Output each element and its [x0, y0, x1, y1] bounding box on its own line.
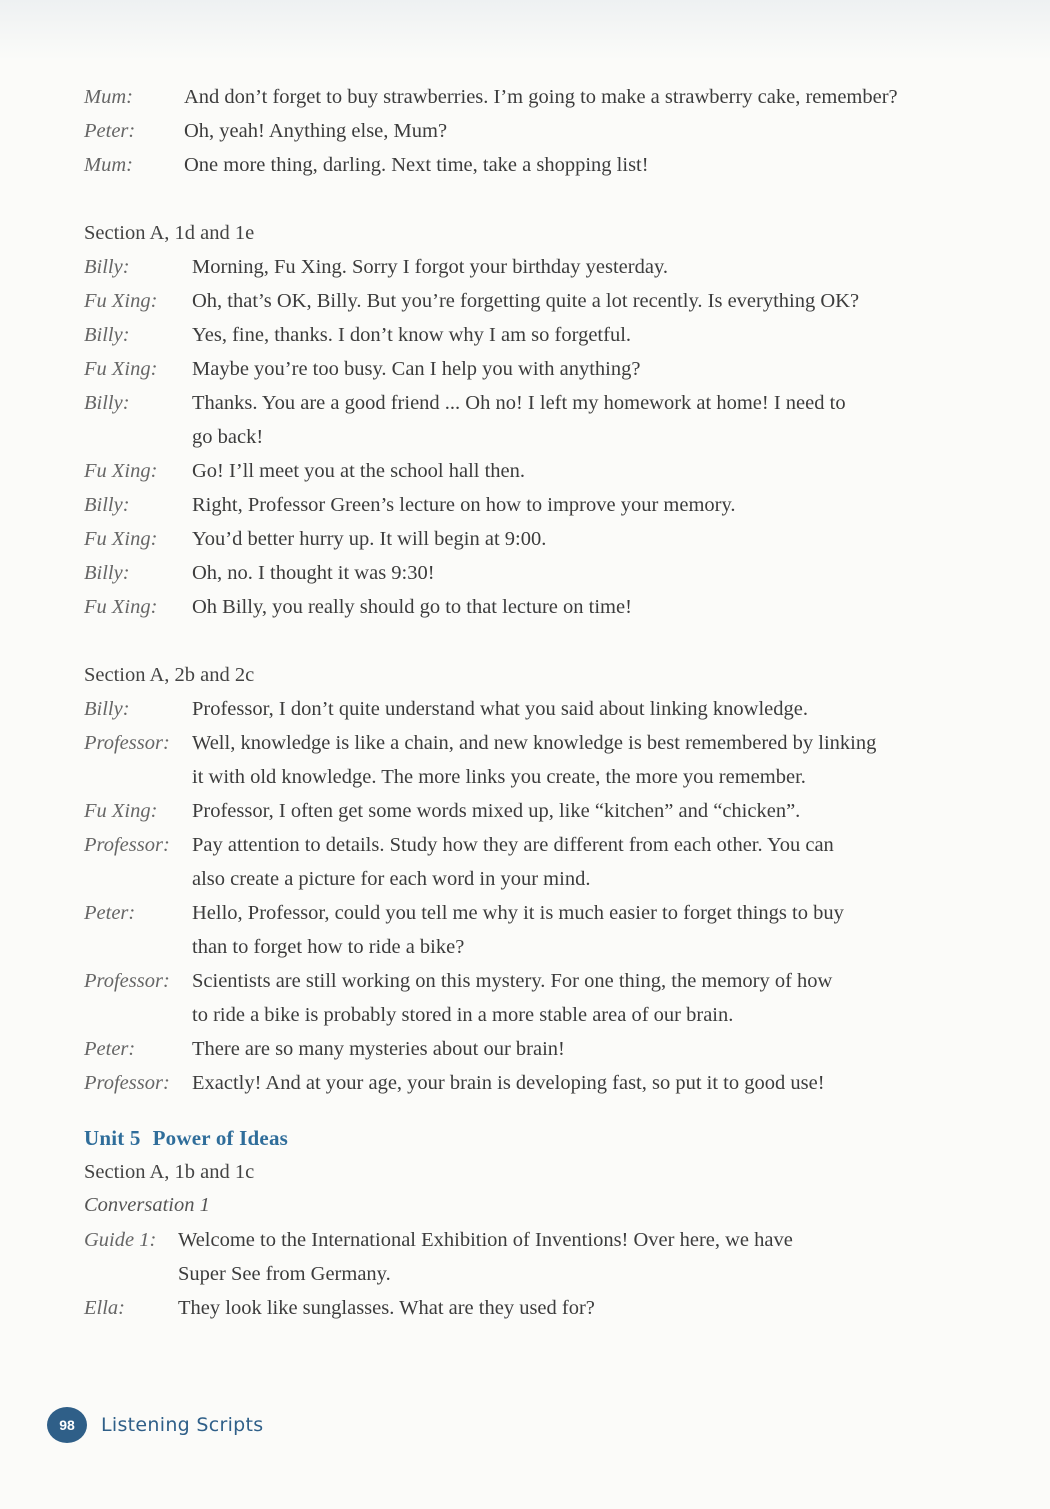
dialogue-text: Right, Professor Green’s lecture on how to improve your memory.	[192, 494, 736, 516]
speaker-name: Mum:	[84, 86, 133, 108]
dialogue-text: Oh, yeah! Anything else, Mum?	[184, 120, 448, 142]
page-number-badge: 98	[47, 1407, 87, 1443]
dialogue-line	[84, 522, 964, 556]
dialogue-line	[84, 420, 964, 454]
dialogue-line	[84, 318, 964, 352]
speaker-name: Billy:	[84, 494, 130, 516]
speaker-name: Fu Xing:	[84, 800, 158, 822]
section-heading: Section A, 1b and 1c	[84, 1161, 255, 1183]
dialogue-line	[84, 386, 964, 420]
dialogue-text: to ride a bike is probably stored in a more stable area of our brain.	[192, 1004, 734, 1026]
dialogue-line	[84, 1223, 964, 1257]
speaker-name: Guide 1:	[84, 1229, 157, 1251]
speaker-name: Fu Xing:	[84, 596, 158, 618]
dialogue-text: Go! I’ll meet you at the school hall then.	[192, 460, 526, 482]
dialogue-text: Scientists are still working on this mystery. For one thing, the memory of how	[192, 970, 833, 992]
dialogue-line	[84, 692, 964, 726]
dialogue-line	[84, 964, 964, 998]
unit-title	[84, 1122, 964, 1156]
dialogue-line	[84, 590, 964, 624]
speaker-name: Ella:	[84, 1297, 125, 1319]
dialogue-text: Welcome to the International Exhibition of Inventions! Over here, we have	[178, 1229, 793, 1251]
dialogue-line	[84, 1291, 964, 1325]
speaker-name: Professor:	[84, 732, 170, 754]
speaker-name: Peter:	[84, 902, 136, 924]
dialogue-line	[84, 250, 964, 284]
speaker-name: Billy:	[84, 324, 130, 346]
dialogue-text: Thanks. You are a good friend ... Oh no! I left my homework at home! I need to	[192, 392, 846, 414]
speaker-name: Fu Xing:	[84, 358, 158, 380]
dialogue-line	[84, 114, 964, 148]
spacer	[84, 624, 964, 659]
mum-dialogue	[84, 80, 964, 182]
dialogue-text: You’d better hurry up. It will begin at 9:00.	[192, 528, 547, 550]
speaker-name: Professor:	[84, 1072, 170, 1094]
dialogue-text: Oh Billy, you really should go to that lecture on time!	[192, 596, 632, 618]
dialogue-line	[84, 726, 964, 760]
dialogue-line	[84, 556, 964, 590]
dialogue-line	[84, 828, 964, 862]
dialogue-text: Super See from Germany.	[178, 1263, 391, 1285]
dialogue-line	[84, 1257, 964, 1291]
dialogue-line	[84, 760, 964, 794]
dialogue-line	[84, 1066, 964, 1100]
speaker-name: Billy:	[84, 562, 130, 584]
dialogue-line	[84, 488, 964, 522]
dialogue-line	[84, 896, 964, 930]
speaker-name: Fu Xing:	[84, 290, 158, 312]
dialogue-line	[84, 80, 964, 114]
dialogue-line	[84, 284, 964, 318]
unit-number: Unit 5	[84, 1126, 141, 1150]
dialogue-text: go back!	[192, 426, 264, 448]
dialogue-text: Oh, no. I thought it was 9:30!	[192, 562, 435, 584]
speaker-name: Billy:	[84, 392, 130, 414]
dialogue-text: Well, knowledge is like a chain, and new knowledge is best remembered by linking	[192, 732, 877, 754]
dialogue-text: Oh, that’s OK, Billy. But you’re forgetting quite a lot recently. Is everything OK?	[192, 290, 860, 312]
dialogue-line	[84, 930, 964, 964]
section-2-dialogue	[84, 692, 964, 1100]
dialogue-line	[84, 352, 964, 386]
dialogue-line	[84, 1032, 964, 1066]
speaker-name: Fu Xing:	[84, 528, 158, 550]
dialogue-text: There are so many mysteries about our brain!	[192, 1038, 565, 1060]
section-1-dialogue	[84, 250, 964, 624]
speaker-name: Professor:	[84, 970, 170, 992]
speaker-name: Peter:	[84, 120, 136, 142]
unit-dialogue	[84, 1223, 964, 1325]
unit-name: Power of Ideas	[152, 1126, 289, 1150]
dialogue-text: also create a picture for each word in your mind.	[192, 868, 591, 890]
spacer	[84, 182, 964, 217]
dialogue-line	[84, 998, 964, 1032]
dialogue-text: Professor, I don’t quite understand what you said about linking knowledge.	[192, 698, 808, 720]
conversation-label: Conversation 1	[84, 1194, 210, 1216]
dialogue-text: Exactly! And at your age, your brain is developing fast, so put it to good use!	[192, 1072, 825, 1094]
dialogue-text: Maybe you’re too busy. Can I help you with anything?	[192, 358, 641, 380]
dialogue-line	[84, 454, 964, 488]
dialogue-text: than to forget how to ride a bike?	[192, 936, 465, 958]
speaker-name: Fu Xing:	[84, 460, 158, 482]
footer-title: Listening Scripts	[101, 1414, 264, 1436]
speaker-name: Mum:	[84, 154, 133, 176]
page-footer	[47, 1407, 263, 1443]
dialogue-text: Yes, fine, thanks. I don’t know why I am so forgetful.	[192, 324, 632, 346]
dialogue-line	[84, 794, 964, 828]
dialogue-text: One more thing, darling. Next time, take a shopping list!	[184, 154, 649, 176]
dialogue-line	[84, 862, 964, 896]
section-heading: Section A, 1d and 1e	[84, 222, 255, 244]
speaker-name: Billy:	[84, 256, 130, 278]
spacer	[84, 1100, 964, 1122]
speaker-name: Billy:	[84, 698, 130, 720]
dialogue-text: Professor, I often get some words mixed up, like “kitchen” and “chicken”.	[192, 800, 801, 822]
section-heading: Section A, 2b and 2c	[84, 664, 255, 686]
dialogue-text: And don’t forget to buy strawberries. I’m going to make a strawberry cake, remember?	[184, 86, 898, 108]
dialogue-text: it with old knowledge. The more links you create, the more you remember.	[192, 766, 806, 788]
speaker-name: Professor:	[84, 834, 170, 856]
top-decorative-band	[0, 0, 1050, 60]
dialogue-text: Morning, Fu Xing. Sorry I forgot your birthday yesterday.	[192, 256, 668, 278]
dialogue-text: Hello, Professor, could you tell me why it is much easier to forget things to buy	[192, 902, 844, 924]
speaker-name: Peter:	[84, 1038, 136, 1060]
listening-scripts-page	[84, 80, 964, 1325]
dialogue-text: They look like sunglasses. What are they used for?	[178, 1297, 595, 1319]
dialogue-line	[84, 148, 964, 182]
dialogue-text: Pay attention to details. Study how they are different from each other. You can	[192, 834, 834, 856]
